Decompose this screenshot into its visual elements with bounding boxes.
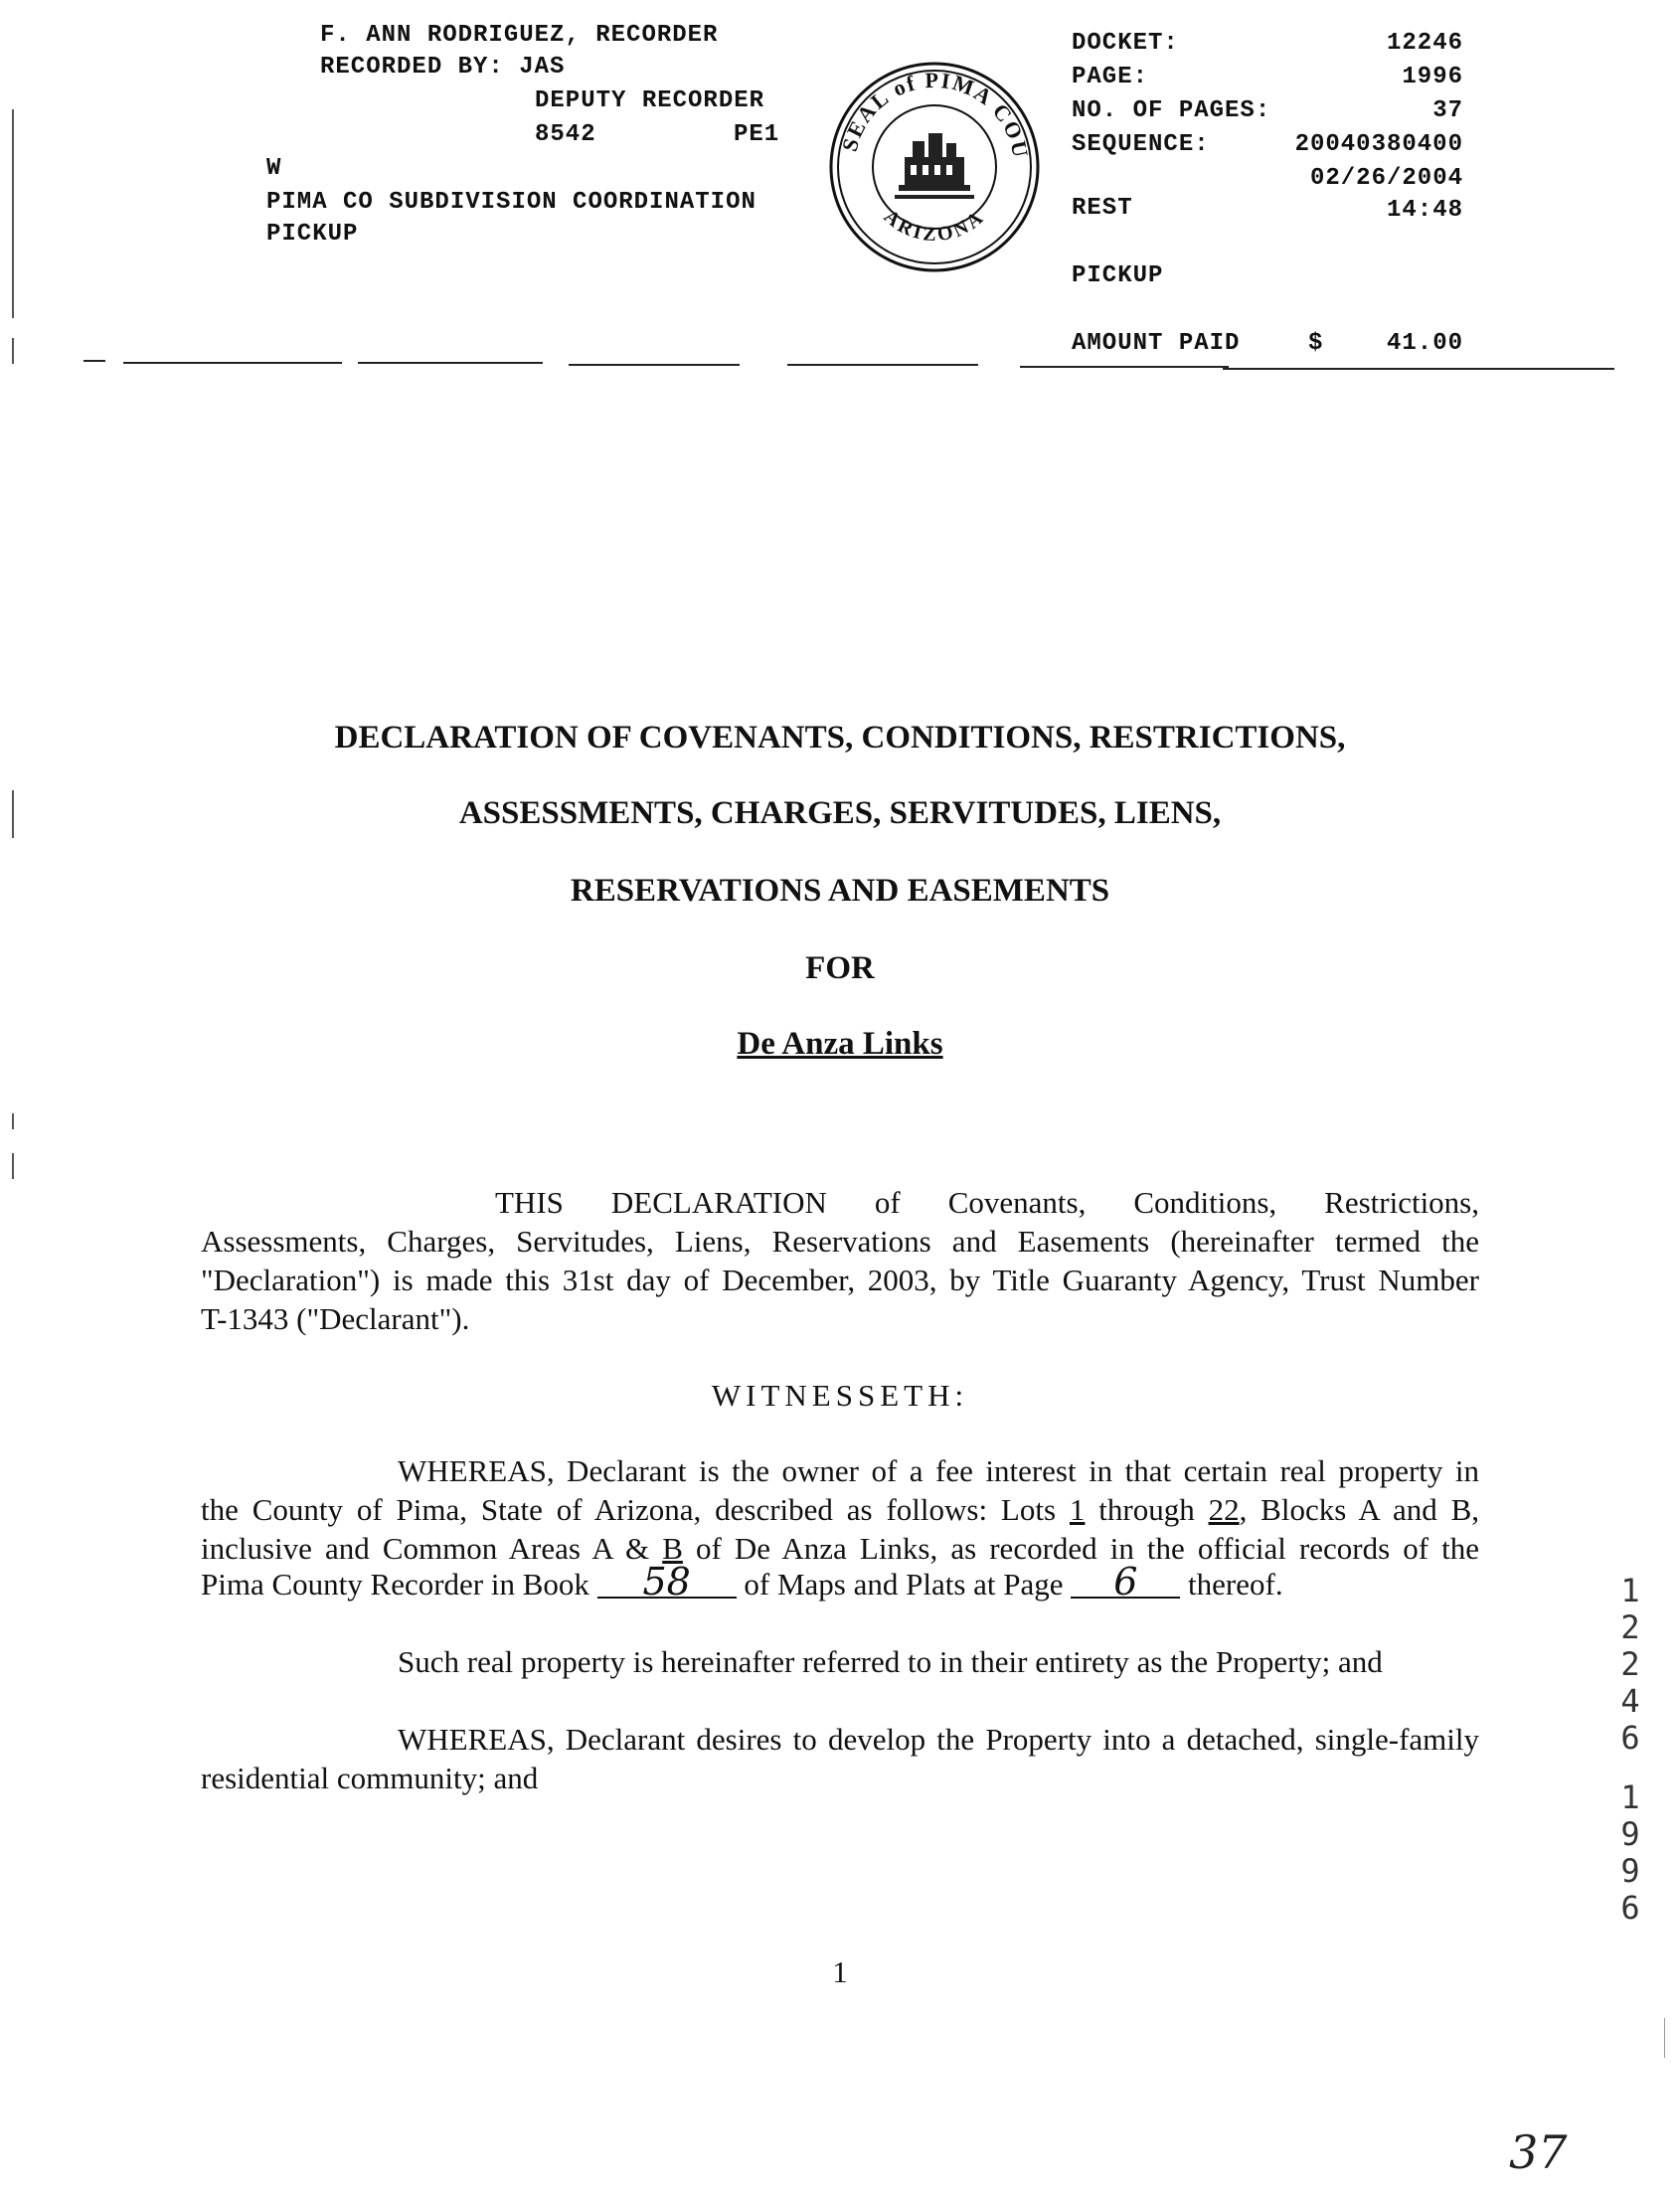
- header-rule-segment: [1447, 368, 1614, 370]
- recorder-code: 8542: [535, 121, 596, 148]
- seal-text-top: SEAL of PIMA COU: [836, 67, 1034, 161]
- side-digit: 9: [1620, 1852, 1640, 1890]
- amount-value: 41.00: [1386, 330, 1463, 357]
- lot-start: 1: [1069, 1492, 1086, 1527]
- seal-graphic: [825, 58, 1044, 276]
- side-digit: 6: [1620, 1889, 1640, 1927]
- scan-mark: [12, 1153, 14, 1179]
- whereas2-line-2: residential community; and: [201, 1761, 539, 1795]
- lot-end: 22: [1208, 1492, 1240, 1527]
- docket-value: 12246: [1386, 30, 1463, 57]
- header-rule-segment: [123, 362, 342, 364]
- scan-mark: [12, 109, 14, 318]
- title-line-4: FOR: [805, 950, 875, 986]
- map-page-number: 6: [1071, 1567, 1180, 1599]
- whereas1-text: inclusive and Common Areas A &: [201, 1531, 663, 1566]
- side-docket-stamp: [1618, 1573, 1642, 1757]
- side-digit: 6: [1620, 1719, 1640, 1757]
- whereas1-line-1: WHEREAS, Declarant is the owner of a fee interest in that certain real property in: [398, 1453, 1479, 1488]
- header-rule-segment: [787, 364, 978, 366]
- sequence-value: 20040380400: [1294, 131, 1463, 158]
- header-rule-segment: [84, 360, 105, 362]
- deputy-recorder: DEPUTY RECORDER: [535, 87, 765, 114]
- sequence-label: SEQUENCE:: [1072, 131, 1210, 158]
- seal-text-bottom: ARIZONA: [879, 205, 990, 247]
- amount-currency: $: [1308, 330, 1324, 357]
- common-area-b: B: [662, 1531, 683, 1566]
- whereas1-text: , Blocks A and B,: [1239, 1492, 1480, 1527]
- title-line-3: RESERVATIONS AND EASEMENTS: [570, 873, 1110, 909]
- agency-name: PIMA CO SUBDIVISION COORDINATION: [266, 189, 756, 216]
- whereas1-text: Pima County Recorder in Book: [201, 1567, 589, 1602]
- witnesseth-heading: WITNESSETH:: [711, 1378, 969, 1413]
- whereas1-text: through: [1085, 1492, 1209, 1527]
- whereas1-line-4: [201, 1560, 1283, 1604]
- scan-mark: [12, 1113, 14, 1129]
- book-number: 58: [597, 1567, 737, 1599]
- recorded-by: RECORDED BY: JAS: [320, 54, 566, 81]
- community-name: De Anza Links: [737, 1026, 943, 1062]
- header-rule-segment: [1223, 368, 1447, 370]
- such-paragraph: Such real property is hereinafter referred to in their entirety as the Property; and: [398, 1644, 1383, 1679]
- page-number: 1: [832, 1954, 848, 1989]
- record-time: 14:48: [1386, 197, 1463, 224]
- docket-label: DOCKET:: [1072, 30, 1179, 57]
- intro-line-3: "Declaration") is made this 31st day of December, 2003, by Title Guaranty Agency, Trust Number: [201, 1263, 1479, 1297]
- side-digit: 9: [1620, 1815, 1640, 1853]
- whereas1-line-2: [201, 1490, 1479, 1529]
- recorder-name: F. ANN RODRIGUEZ, RECORDER: [320, 22, 719, 49]
- side-digit: 2: [1620, 1608, 1640, 1646]
- pages-label: NO. OF PAGES:: [1072, 97, 1271, 124]
- intro-line-2: Assessments, Charges, Servitudes, Liens, Reservations and Easements (hereinafter termed the: [201, 1224, 1479, 1259]
- pickup-right: PICKUP: [1072, 262, 1164, 289]
- whereas1-text: thereof.: [1188, 1567, 1283, 1602]
- side-digit: 4: [1620, 1682, 1640, 1720]
- page-value: 1996: [1402, 64, 1463, 90]
- side-digit: 1: [1620, 1572, 1640, 1609]
- intro-line-1: THIS DECLARATION of Covenants, Conditions, Restrictions,: [495, 1185, 1479, 1220]
- amount-label: AMOUNT PAID: [1072, 330, 1241, 357]
- header-rule-segment: [358, 362, 543, 364]
- whereas1-line-3: [201, 1529, 1479, 1568]
- pages-value: 37: [1432, 97, 1463, 124]
- corner-page-count: 37: [1509, 2125, 1568, 2179]
- record-date: 02/26/2004: [1309, 165, 1463, 192]
- title-line-1: DECLARATION OF COVENANTS, CONDITIONS, RESTRICTIONS,: [334, 720, 1346, 756]
- whereas2-line-1: WHEREAS, Declarant desires to develop the Property into a detached, single-family: [398, 1722, 1479, 1757]
- side-page-stamp: [1618, 1779, 1642, 1927]
- w-mark: W: [266, 155, 282, 182]
- whereas1-text: of Maps and Plats at Page: [744, 1567, 1064, 1602]
- svg-text:ARIZONA: [880, 206, 989, 247]
- pickup-left: PICKUP: [266, 221, 359, 248]
- header-rule-segment: [569, 364, 740, 366]
- side-digit: 1: [1620, 1778, 1640, 1816]
- rest-label: REST: [1072, 195, 1133, 222]
- whereas1-text: the County of Pima, State of Arizona, described as follows: Lots: [201, 1492, 1070, 1527]
- intro-line-4: T-1343 ("Declarant").: [201, 1301, 470, 1336]
- page-label: PAGE:: [1072, 64, 1149, 90]
- whereas1-text: of De Anza Links, as recorded in the official records of the: [682, 1531, 1479, 1566]
- title-line-2: ASSESSMENTS, CHARGES, SERVITUDES, LIENS,: [458, 795, 1222, 831]
- header-rule-segment: [1020, 366, 1229, 368]
- scan-mark: [1664, 2018, 1665, 2058]
- title-community-name: [0, 1026, 1680, 1063]
- recorder-code-2: PE1: [734, 121, 780, 148]
- side-digit: 2: [1620, 1645, 1640, 1683]
- scan-mark: [12, 338, 14, 364]
- county-seal: [825, 58, 1044, 276]
